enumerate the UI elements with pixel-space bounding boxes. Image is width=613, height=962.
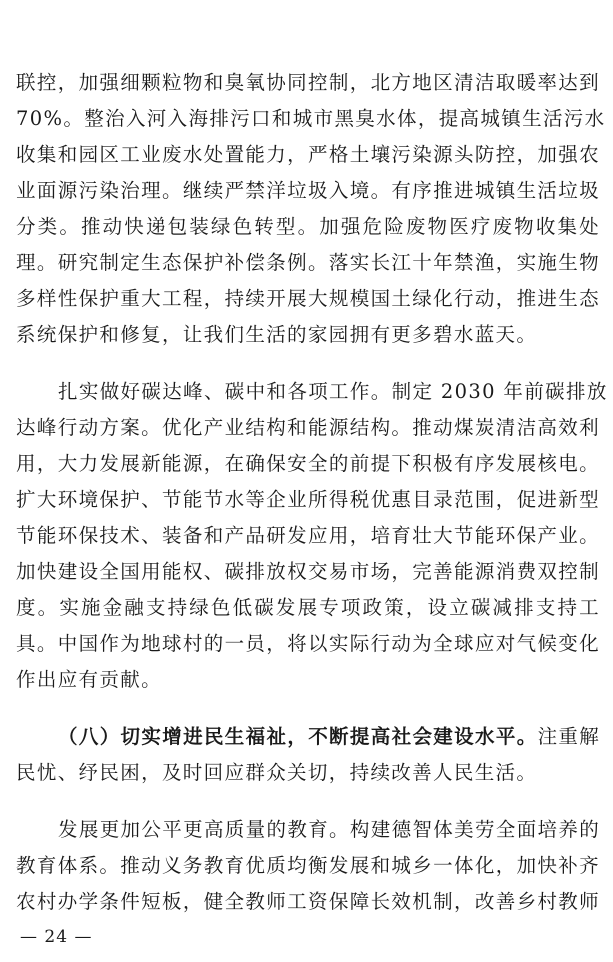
text-line: 节能环保技术、装备和产品研发应用，培育壮大节能环保产业。 [16,524,600,547]
section-heading-trailing-text: 注重解 [537,725,601,748]
text-line: 加快建设全国用能权、碳排放权交易市场，完善能源消费双控制 [16,560,600,583]
text-line: 具。中国作为地球村的一员，将以实际行动为全球应对气候变化 [16,632,600,655]
text-line: 分类。推动快递包装绿色转型。加强危险废物医疗废物收集处 [16,215,600,238]
text-line: 收集和园区工业废水处置能力，严格土壤污染源头防控，加强农 [16,143,600,166]
text-line: 多样性保护重大工程，持续开展大规模国土绿化行动，推进生态 [16,287,600,310]
text-line: 用，大力发展新能源，在确保安全的前提下积极有序发展核电。 [16,452,600,475]
text-line: 业面源污染治理。继续严禁洋垃圾入境。有序推进城镇生活垃圾 [16,179,600,202]
text-line: 70%。整治入河入海排污口和城市黑臭水体，提高城镇生活污水 [16,107,606,130]
text-line: 度。实施金融支持绿色低碳发展专项政策，设立碳减排支持工 [16,596,600,619]
section-heading-line [58,719,600,755]
text-line: 达峰行动方案。优化产业结构和能源结构。推动煤炭清洁高效利 [16,416,600,439]
text-line: 教育体系。推动义务教育优质均衡发展和城乡一体化，加快补齐 [16,854,600,877]
section-heading: （八）切实增进民生福祉，不断提高社会建设水平。 [58,725,538,748]
text-line: 系统保护和修复，让我们生活的家园拥有更多碧水蓝天。 [16,323,538,346]
text-line: 作出应有贡献。 [16,668,162,691]
page-number: — 24 — [20,927,93,947]
text-line: 扩大环境保护、节能节水等企业所得税优惠目录范围，促进新型 [16,488,600,511]
text-line: 联控，加强细颗粒物和臭氧协同控制，北方地区清洁取暖率达到 [16,71,600,94]
text-line: 农村办学条件短板，健全教师工资保障长效机制，改善乡村教师 [16,890,600,913]
text-line: 民忧、纾民困，及时回应群众关切，持续改善人民生活。 [16,761,538,784]
text-line: 理。研究制定生态保护补偿条例。落实长江十年禁渔，实施生物 [16,251,600,274]
paragraph-first-line: 扎实做好碳达峰、碳中和各项工作。制定 2030 年前碳排放 [58,380,608,403]
paragraph-first-line: 发展更加公平更高质量的教育。构建德智体美劳全面培养的 [58,818,601,841]
